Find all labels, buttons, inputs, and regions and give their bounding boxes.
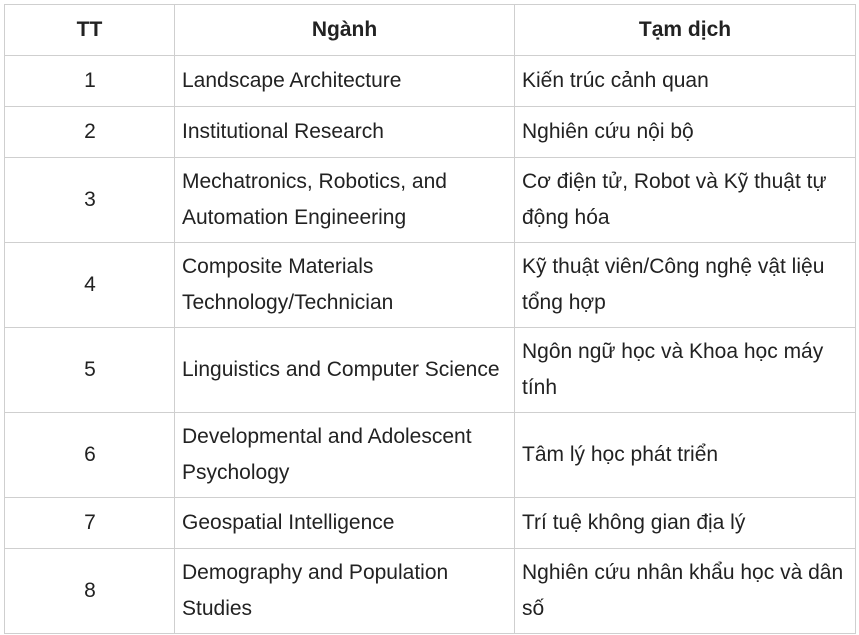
major-name: Developmental and Adolescent Psychology bbox=[175, 413, 515, 498]
table-row bbox=[5, 56, 856, 107]
major-name: Institutional Research bbox=[175, 107, 515, 158]
header-translation: Tạm dịch bbox=[515, 5, 856, 56]
major-name: Linguistics and Computer Science bbox=[175, 328, 515, 413]
major-translation: Ngôn ngữ học và Khoa học máy tính bbox=[515, 328, 856, 413]
row-number: 6 bbox=[5, 413, 175, 498]
row-number: 1 bbox=[5, 56, 175, 107]
table-row bbox=[5, 413, 856, 498]
table-row bbox=[5, 158, 856, 243]
major-name: Demography and Population Studies bbox=[175, 549, 515, 634]
major-name: Landscape Architecture bbox=[175, 56, 515, 107]
row-number: 7 bbox=[5, 498, 175, 549]
major-translation: Tâm lý học phát triển bbox=[515, 413, 856, 498]
row-number: 8 bbox=[5, 549, 175, 634]
major-translation: Kỹ thuật viên/Công nghệ vật liệu tổng hợp bbox=[515, 243, 856, 328]
table-row bbox=[5, 328, 856, 413]
header-major: Ngành bbox=[175, 5, 515, 56]
major-name: Composite Materials Technology/Technician bbox=[175, 243, 515, 328]
major-translation: Nghiên cứu nhân khẩu học và dân số bbox=[515, 549, 856, 634]
major-translation: Nghiên cứu nội bộ bbox=[515, 107, 856, 158]
major-name: Mechatronics, Robotics, and Automation Engineering bbox=[175, 158, 515, 243]
major-name: Geospatial Intelligence bbox=[175, 498, 515, 549]
major-translation: Trí tuệ không gian địa lý bbox=[515, 498, 856, 549]
table-row bbox=[5, 498, 856, 549]
row-number: 3 bbox=[5, 158, 175, 243]
table-row bbox=[5, 107, 856, 158]
table-header-row bbox=[5, 5, 856, 56]
table-row bbox=[5, 243, 856, 328]
table-row bbox=[5, 549, 856, 634]
header-tt: TT bbox=[5, 5, 175, 56]
row-number: 5 bbox=[5, 328, 175, 413]
majors-table bbox=[4, 4, 856, 634]
row-number: 4 bbox=[5, 243, 175, 328]
major-translation: Kiến trúc cảnh quan bbox=[515, 56, 856, 107]
row-number: 2 bbox=[5, 107, 175, 158]
major-translation: Cơ điện tử, Robot và Kỹ thuật tự động hóa bbox=[515, 158, 856, 243]
